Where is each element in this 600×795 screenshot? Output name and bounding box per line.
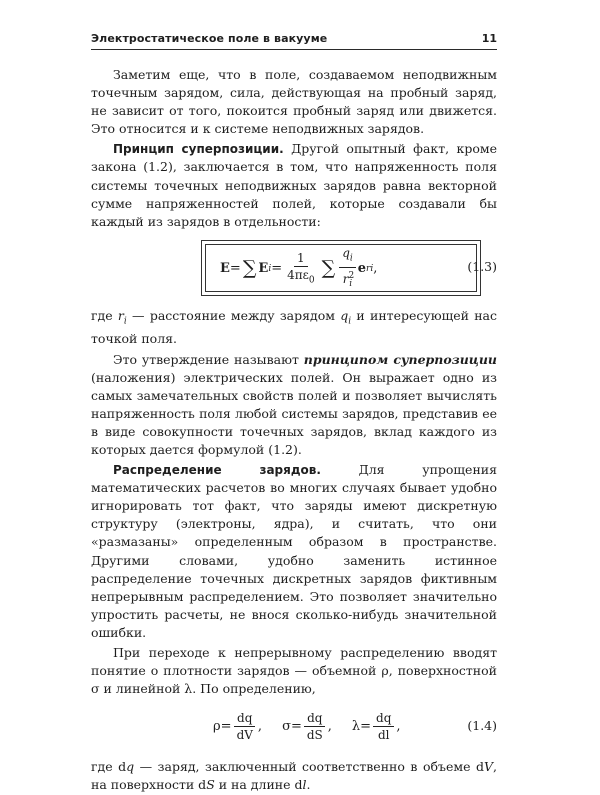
fraction-charge-over-distance: $\frac{q_i}{r^2_i}$ <box>339 246 356 291</box>
section-heading-charge-distribution: Распределение зарядов. <box>113 463 321 478</box>
equation-1-3-row <box>91 240 497 298</box>
paragraph-charge-distribution: Распределение зарядов. Для упрощения математических расчетов во многих случаях бывает удобно игнорировать тот факт, что заряды имеют дискретную структуру (электроны, ядра), и считать, что они «размазаны» определенным образом в пространстве. Другими словами, удобно заменить истинное распределение точечных дискретных зарядов фиктивным непрерывным распределением. Это позволяет значительно упростить расчеты, не внося сколько-нибудь значительной ошибки. <box>91 462 497 640</box>
header-rule <box>91 49 497 50</box>
running-header <box>91 32 497 48</box>
paragraph-superposition-principle: Это утверждение называют принципом суперпозиции (наложения) электрических полей. Он выражает одно из самых замечательных свойств полей и позволяет вычислять напряженность поля любой системы зарядов, представив ее в виде совокупности точечных зарядов, вклад каждого из которых дается формулой (1.2). <box>91 351 497 457</box>
paragraph-where-dq: где dq — заряд, заключенный соответственно в объеме dV, на поверхности dS и на длине dl. <box>91 759 497 793</box>
page-number: 11 <box>481 32 497 45</box>
page-body <box>91 66 497 795</box>
equation-frame <box>201 240 481 296</box>
paragraph-superposition <box>91 140 497 230</box>
paragraph-point-charge: Заметим еще, что в поле, создаваемом неподвижным точечным зарядом, сила, действующая на пробный заряд, не зависит от того, покоится пробный заряд или движется. Это относится и к системе неподвижных зарядов. <box>91 67 497 137</box>
term-superposition-principle: принципом суперпозиции <box>303 351 497 367</box>
equation-1-4: ρ = $\frac{dq}{dV}$ , σ = $\frac{dq}{dS}$ , λ = $\frac{dq}{dl}$ , <box>213 710 401 742</box>
equation-number-1-3: (1.3) <box>467 258 497 274</box>
equation-1-3: E = ∑ E i = $\frac{1}{4\pi\varepsilon_0}$ ∑ $\frac{q_i}{r^2_i}$ e ri , <box>220 246 378 290</box>
section-heading-superposition: Принцип суперпозиции. <box>113 142 284 157</box>
equation-number-1-4: (1.4) <box>467 718 497 734</box>
running-title: Электростатическое поле в вакууме <box>91 32 328 45</box>
paragraph-where-ri: где $r_i$ — расстояние между зарядом $q_i$ и интересующей нас точкой поля. <box>91 307 498 347</box>
paragraph-charge-density: При переходе к непрерывному распределению вводят понятие о плотности зарядов — объемной ρ, поверхностной σ и линейной λ. По определению, <box>91 645 497 697</box>
fraction-coulomb-constant: $\frac{1}{4\pi\varepsilon_0}$ <box>287 250 315 286</box>
equation-1-4-row <box>91 704 497 750</box>
paragraph-text: Другой опытный факт, кроме закона (1.2), заключается в том, что напряженность поля системы точечных неподвижных зарядов равна векторной сумме напряженностей полей, которые создавали бы каждый из зарядов в отдельности: <box>91 141 497 229</box>
